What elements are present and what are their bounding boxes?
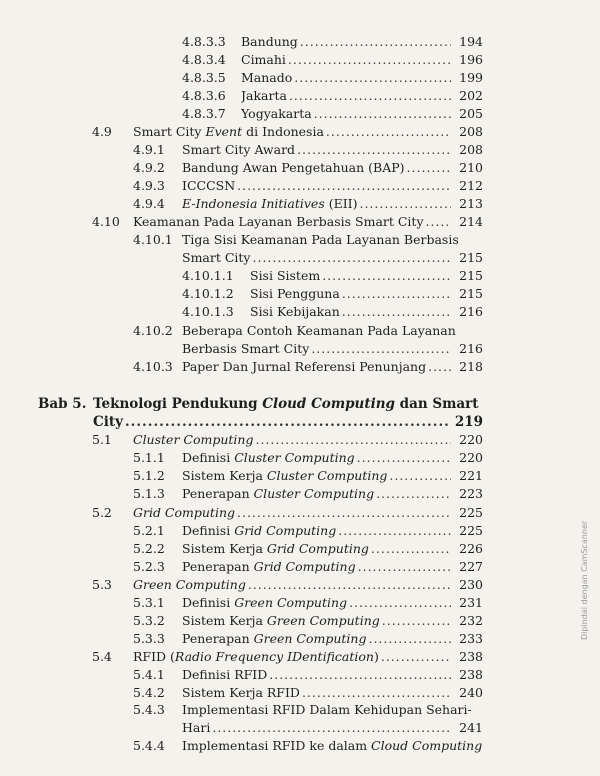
toc-entry-title: Sistem Kerja Cluster Computing bbox=[182, 468, 388, 483]
toc-entry bbox=[0, 322, 483, 340]
toc-entry-page: 210 bbox=[459, 160, 483, 175]
toc-entry-title: Sisi Kebijakan bbox=[250, 304, 340, 319]
toc-entry-number: 5.2 bbox=[92, 505, 112, 520]
toc-entry-number: 4.10.1.2 bbox=[182, 286, 234, 301]
dot-leader bbox=[342, 285, 451, 303]
toc-entry-number: 5.1.2 bbox=[133, 468, 165, 483]
toc-entry bbox=[0, 231, 483, 249]
toc-entry-number: 5.2.3 bbox=[133, 559, 165, 574]
toc-entry-number: 4.9.1 bbox=[133, 142, 165, 157]
toc-entry-title: Penerapan Cluster Computing bbox=[182, 486, 375, 501]
dot-leader bbox=[125, 413, 451, 431]
toc-entry-title: Definisi Grid Computing bbox=[182, 523, 337, 538]
toc-entry bbox=[0, 195, 483, 213]
toc-entry-number: 5.4.2 bbox=[133, 685, 165, 700]
toc-entry-title: Sistem Kerja Grid Computing bbox=[182, 541, 369, 556]
toc-entry-title: Berbasis Smart City bbox=[182, 341, 310, 356]
dot-leader bbox=[407, 159, 451, 177]
dot-leader bbox=[300, 33, 451, 51]
toc-entry-page: 241 bbox=[459, 720, 483, 735]
toc-entry-page: 226 bbox=[459, 541, 483, 556]
toc-entry-page: 221 bbox=[459, 468, 483, 483]
toc-entry bbox=[0, 340, 483, 358]
toc-entry bbox=[0, 684, 483, 702]
toc-entry-page: 214 bbox=[459, 214, 483, 229]
toc-entry-page: 223 bbox=[459, 486, 483, 501]
dot-leader bbox=[322, 267, 451, 285]
dot-leader bbox=[294, 69, 451, 87]
dot-leader bbox=[253, 249, 452, 267]
toc-entry-number: 4.9 bbox=[92, 124, 112, 139]
toc-entry-number: 5.1 bbox=[92, 432, 112, 447]
toc-entry-page: 196 bbox=[459, 52, 483, 67]
toc-entry-number: Bab 5. bbox=[38, 396, 87, 412]
toc-entry-title: Yogyakarta bbox=[241, 106, 312, 121]
dot-leader bbox=[212, 719, 451, 737]
toc-entry bbox=[0, 719, 483, 737]
toc-entry-title: Beberapa Contoh Keamanan Pada Layanan bbox=[182, 323, 456, 338]
toc-entry-title: Jakarta bbox=[241, 88, 287, 103]
toc-entry bbox=[0, 413, 483, 431]
toc-entry bbox=[0, 177, 483, 195]
toc-entry-page: 215 bbox=[459, 268, 483, 283]
toc-entry-number: 4.10 bbox=[92, 214, 120, 229]
toc-entry-page: 213 bbox=[459, 196, 483, 211]
dot-leader bbox=[237, 177, 451, 195]
toc-entry-page: 205 bbox=[459, 106, 483, 121]
dot-leader bbox=[311, 340, 451, 358]
dot-leader bbox=[302, 684, 451, 702]
toc-entry-title: City bbox=[93, 414, 123, 430]
toc-entry-page: 212 bbox=[459, 178, 483, 193]
toc-entry bbox=[0, 51, 483, 69]
toc-entry-title: Tiga Sisi Keamanan Pada Layanan Berbasis bbox=[182, 232, 459, 247]
dot-leader bbox=[426, 213, 451, 231]
toc-entry bbox=[0, 123, 483, 141]
toc-entry-page: 225 bbox=[459, 505, 483, 520]
toc-entry bbox=[0, 630, 483, 648]
toc-entry-title: Manado bbox=[241, 70, 293, 85]
toc-entry-number: 5.4.3 bbox=[133, 702, 165, 717]
toc-entry-number: 5.3.2 bbox=[133, 613, 165, 628]
dot-leader bbox=[376, 485, 451, 503]
dot-leader bbox=[289, 87, 451, 105]
dot-leader bbox=[314, 105, 451, 123]
toc-entry-number: 4.8.3.3 bbox=[182, 34, 226, 49]
toc-entry bbox=[0, 285, 483, 303]
toc-entry-title: Cimahi bbox=[241, 52, 286, 67]
dot-leader bbox=[342, 303, 451, 321]
toc-entry-page: 208 bbox=[459, 124, 483, 139]
dot-leader bbox=[255, 431, 451, 449]
toc-entry-title: Smart City Event di Indonesia bbox=[133, 124, 324, 139]
toc-entry-number: 5.3.3 bbox=[133, 631, 165, 646]
toc-entry-title: Definisi Cluster Computing bbox=[182, 450, 355, 465]
dot-leader bbox=[349, 594, 451, 612]
dot-leader bbox=[357, 449, 451, 467]
toc-entry-title: Sisi Pengguna bbox=[250, 286, 340, 301]
toc-entry-title: Sisi Sistem bbox=[250, 268, 321, 283]
toc-entry-page: 232 bbox=[459, 613, 483, 628]
toc-entry-title: Teknologi Pendukung Cloud Computing dan Smart bbox=[93, 396, 479, 412]
toc-entry-number: 4.10.2 bbox=[133, 323, 173, 338]
toc-entry bbox=[0, 701, 483, 719]
toc-entry bbox=[0, 485, 483, 503]
dot-leader bbox=[326, 123, 451, 141]
toc-entry-title: Smart City bbox=[182, 250, 251, 265]
toc-entry-page: 216 bbox=[459, 304, 483, 319]
dot-leader bbox=[368, 630, 451, 648]
toc-entry-number: 4.10.3 bbox=[133, 359, 173, 374]
dot-leader bbox=[371, 540, 451, 558]
toc-entry-title: Bandung bbox=[241, 34, 298, 49]
toc-entry-page: 219 bbox=[454, 414, 483, 430]
toc-entry-number: 4.8.3.5 bbox=[182, 70, 226, 85]
dot-leader bbox=[359, 195, 451, 213]
toc-entry-number: 5.2.1 bbox=[133, 523, 165, 538]
toc-entry-title: Implementasi RFID ke dalam Cloud Computing bbox=[182, 738, 483, 753]
dot-leader bbox=[389, 467, 451, 485]
toc-entry-number: 4.10.1.1 bbox=[182, 268, 234, 283]
toc-entry-page: 233 bbox=[459, 631, 483, 646]
toc-entry-page: 220 bbox=[459, 432, 483, 447]
toc-entry-title: Penerapan Green Computing bbox=[182, 631, 367, 646]
toc-entry bbox=[0, 612, 483, 630]
dot-leader bbox=[248, 576, 451, 594]
toc-entry-page: 215 bbox=[459, 286, 483, 301]
toc-entry bbox=[0, 358, 483, 376]
dot-leader bbox=[381, 648, 451, 666]
dot-leader bbox=[382, 612, 451, 630]
dot-leader bbox=[297, 141, 451, 159]
toc-entry bbox=[0, 249, 483, 267]
toc-entry-title: Cluster Computing bbox=[133, 432, 254, 447]
dot-leader bbox=[288, 51, 451, 69]
toc-entry bbox=[0, 449, 483, 467]
toc-entry-page: 194 bbox=[459, 34, 483, 49]
toc-entry-title: E-Indonesia Initiatives (EII) bbox=[182, 196, 358, 211]
toc-entry bbox=[0, 666, 483, 684]
toc-entry bbox=[0, 648, 483, 666]
toc-entry-number: 5.4.1 bbox=[133, 667, 165, 682]
toc-entry bbox=[0, 105, 483, 123]
toc-entry-number: 4.8.3.7 bbox=[182, 106, 226, 121]
toc-entry-number: 4.9.2 bbox=[133, 160, 165, 175]
toc-entry-title: Bandung Awan Pengetahuan (BAP) bbox=[182, 160, 405, 175]
toc-entry-page: 240 bbox=[459, 685, 483, 700]
dot-leader bbox=[338, 522, 451, 540]
toc-entry-title: RFID (Radio Frequency IDentification) bbox=[133, 649, 379, 664]
toc-entry bbox=[0, 540, 483, 558]
toc-entry-page: 216 bbox=[459, 341, 483, 356]
toc-entry-page: 227 bbox=[459, 559, 483, 574]
toc-entry-page: 202 bbox=[459, 88, 483, 103]
toc-entry-title: ICCCSN bbox=[182, 178, 236, 193]
toc-entry bbox=[0, 594, 483, 612]
toc-entry-title: Definisi RFID bbox=[182, 667, 268, 682]
toc-entry bbox=[0, 576, 483, 594]
toc-entry-number: 5.4 bbox=[92, 649, 112, 664]
toc-entry-page: 199 bbox=[459, 70, 483, 85]
toc-entry-number: 5.4.4 bbox=[133, 738, 165, 753]
toc-entry bbox=[0, 87, 483, 105]
toc-entry-number: 4.8.3.6 bbox=[182, 88, 226, 103]
toc-entry-page: 238 bbox=[459, 667, 483, 682]
toc-entry-page: 238 bbox=[459, 649, 483, 664]
toc-entry bbox=[0, 141, 483, 159]
toc-entry-number: 5.2.2 bbox=[133, 541, 165, 556]
toc-entry bbox=[0, 33, 483, 51]
toc-entry-title: Hari bbox=[182, 720, 211, 735]
toc-entry-page: 218 bbox=[459, 359, 483, 374]
toc-entry bbox=[0, 267, 483, 285]
toc-entry-number: 4.10.1 bbox=[133, 232, 173, 247]
toc-entry-page: 208 bbox=[459, 142, 483, 157]
toc-entry-page: 220 bbox=[459, 450, 483, 465]
toc-entry bbox=[0, 213, 483, 231]
toc-entry-title: Penerapan Grid Computing bbox=[182, 559, 356, 574]
toc-entry-page: 215 bbox=[459, 250, 483, 265]
toc-entry bbox=[0, 395, 483, 413]
toc-entry-page: 225 bbox=[459, 523, 483, 538]
toc-entry-title: Implementasi RFID Dalam Kehidupan Sehari- bbox=[182, 702, 472, 717]
toc-entry-title: Smart City Award bbox=[182, 142, 296, 157]
toc-entry bbox=[0, 431, 483, 449]
toc-entry-title: Keamanan Pada Layanan Berbasis Smart City bbox=[133, 214, 424, 229]
toc-entry-title: Paper Dan Jurnal Referensi Penunjang bbox=[182, 359, 427, 374]
toc-entry bbox=[0, 69, 483, 87]
toc-entry-number: 5.3 bbox=[92, 577, 112, 592]
toc-entry bbox=[0, 467, 483, 485]
toc-entry bbox=[0, 303, 483, 321]
toc-entry-number: 5.1.1 bbox=[133, 450, 165, 465]
dot-leader bbox=[428, 358, 451, 376]
scanner-watermark: Dipindai dengan CamScanner bbox=[580, 520, 589, 640]
toc-entry-number: 5.3.1 bbox=[133, 595, 165, 610]
toc-entry-title: Grid Computing bbox=[133, 505, 236, 520]
toc-entry bbox=[0, 522, 483, 540]
toc-entry bbox=[0, 737, 483, 755]
toc-entry-number: 4.9.4 bbox=[133, 196, 165, 211]
toc-entry bbox=[0, 159, 483, 177]
toc-entry-title: Definisi Green Computing bbox=[182, 595, 348, 610]
toc-entry-number: 5.1.3 bbox=[133, 486, 165, 501]
dot-leader bbox=[269, 666, 451, 684]
toc-entry-number: 4.8.3.4 bbox=[182, 52, 226, 67]
toc-entry bbox=[0, 558, 483, 576]
toc-entry-title: Sistem Kerja RFID bbox=[182, 685, 300, 700]
toc-entry-page: 231 bbox=[459, 595, 483, 610]
toc-entry-title: Sistem Kerja Green Computing bbox=[182, 613, 380, 628]
dot-leader bbox=[237, 504, 451, 522]
toc-entry-number: 4.9.3 bbox=[133, 178, 165, 193]
toc-entry bbox=[0, 504, 483, 522]
toc-entry-number: 4.10.1.3 bbox=[182, 304, 234, 319]
toc-entry-page: 230 bbox=[459, 577, 483, 592]
toc-entry-title: Green Computing bbox=[133, 577, 246, 592]
dot-leader bbox=[358, 558, 451, 576]
